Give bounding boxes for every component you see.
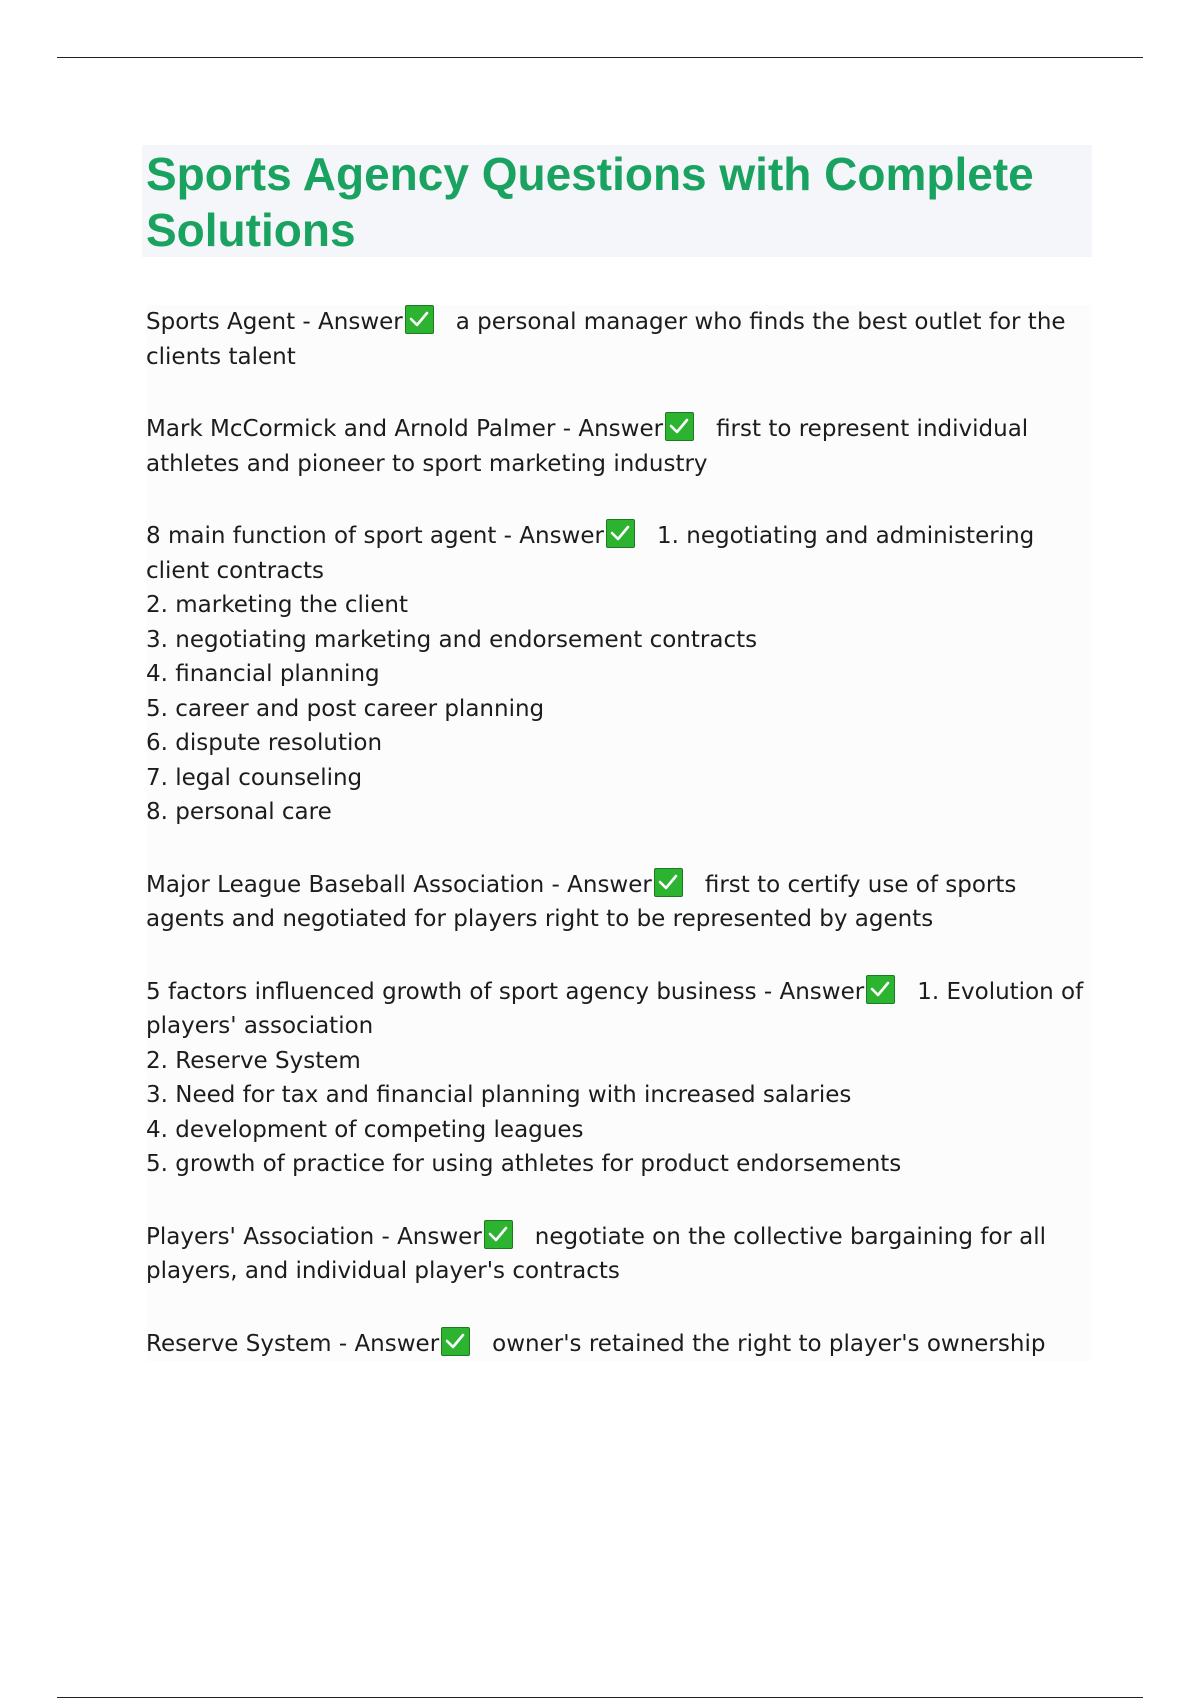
qa-answer-line: owner's retained the right to player's ownership [492, 1330, 1046, 1357]
checkmark-icon [484, 1220, 513, 1249]
qa-answer-line: 5. career and post career planning [146, 695, 545, 722]
qa-term: Mark McCormick and Arnold Palmer - Answer [146, 416, 664, 442]
qa-answer-line: 6. dispute resolution [146, 730, 383, 756]
qa-term: 8 main function of sport agent - Answer [146, 523, 604, 549]
qa-answer-line: first to certify use of sports agents and negotiated for players right to be represented by agents [146, 871, 1017, 932]
qa-answer-line: 2. marketing the client [146, 592, 408, 618]
qa-item [146, 519, 1092, 830]
bottom-rule [57, 1697, 1143, 1698]
qa-item [146, 975, 1092, 1182]
checkmark-icon [665, 412, 694, 441]
qa-item [146, 1220, 1092, 1289]
checkmark-icon [606, 519, 635, 548]
checkmark-icon [405, 305, 434, 334]
document-title: Sports Agency Questions with Complete Solutions [146, 148, 1034, 256]
qa-list [146, 305, 1092, 1361]
top-rule [57, 57, 1143, 58]
qa-answer-line: a personal manager who finds the best outlet for the clients talent [146, 309, 1066, 370]
qa-answer-line: 1. Evolution of players' association [146, 978, 1084, 1039]
qa-term: Sports Agent - Answer [146, 309, 403, 335]
qa-item [146, 412, 1092, 481]
qa-answer-line: first to represent individual athletes and pioneer to sport marketing industry [146, 416, 1029, 477]
checkmark-icon [654, 868, 683, 897]
qa-answer-line: 5. growth of practice for using athletes for product endorsements [146, 1151, 902, 1177]
qa-answer-line: 8. personal care [146, 799, 332, 825]
qa-term: 5 factors influenced growth of sport agency business - Answer [146, 978, 865, 1005]
qa-answer-line: 3. negotiating marketing and endorsement contracts [146, 626, 758, 653]
qa-answer-line: 2. Reserve System [146, 1047, 361, 1074]
qa-answer-line: 4. development of competing leagues [146, 1116, 584, 1143]
qa-term: Players' Association - Answer [146, 1223, 482, 1250]
qa-item [146, 305, 1092, 374]
qa-answer-line: negotiate on the collective bargaining for all players, and individual player's contracts [146, 1223, 1047, 1284]
checkmark-icon [441, 1327, 470, 1356]
qa-answer-line: 4. financial planning [146, 661, 380, 687]
qa-term: Major League Baseball Association - Answer [146, 871, 652, 898]
qa-item [146, 1327, 1092, 1362]
qa-answer-line: 1. negotiating and administering client contracts [146, 523, 1035, 584]
qa-term: Reserve System - Answer [146, 1330, 440, 1357]
qa-answer-line: 3. Need for tax and financial planning with increased salaries [146, 1082, 852, 1108]
qa-answer-line: 7. legal counseling [146, 764, 363, 791]
qa-item [146, 868, 1092, 937]
checkmark-icon [866, 975, 895, 1004]
